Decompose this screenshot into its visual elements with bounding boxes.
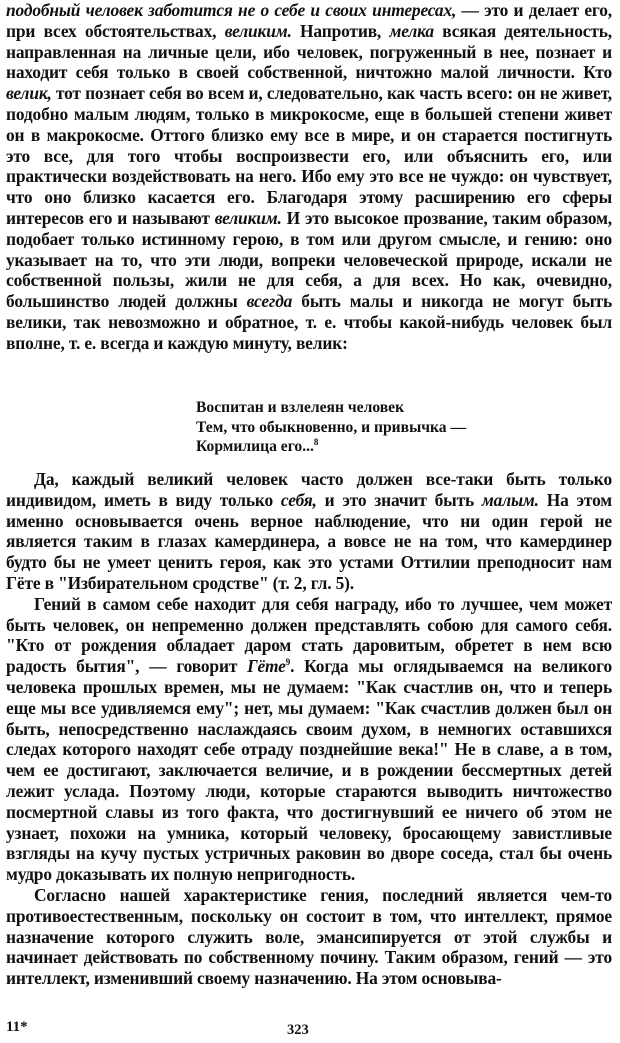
text-run: Да, каждый великий человек часто должен все-таки быть только индивидом, иметь в виду только bbox=[6, 469, 612, 510]
text-block-bottom bbox=[6, 469, 612, 989]
italic-text: великим. bbox=[214, 207, 282, 228]
italic-text: подобный человек заботится не о себе и своих интересах, bbox=[6, 0, 457, 20]
paragraph bbox=[6, 594, 612, 885]
page-number: 323 bbox=[287, 1022, 309, 1038]
paragraph bbox=[6, 469, 612, 594]
italic-text: всегда bbox=[246, 291, 293, 312]
text-run: быть малы и никогда не могут быть велики, так невозможно и обратное, т. е. чтобы какой-нибудь человек был вполне, т. е. всегда и каждую минуту, велик: bbox=[6, 291, 612, 353]
text-run: и это значит быть bbox=[316, 489, 482, 510]
footnote-mark: 8 bbox=[313, 436, 319, 447]
italic-text: малым. bbox=[481, 489, 539, 510]
text-run: — это и делает его, при всех обстоятельствах, bbox=[6, 0, 612, 41]
text-run: На этом именно основывается очень верное наблюдение, что ни один герой не является таким в глазах камердинера, а вовсе не на том, что камердинер будто бы не умеет ценить героя, как это устами Оттилии преподносит нам Гёте в "Избирательном сродстве" (т. 2, гл. 5). bbox=[6, 489, 612, 593]
text-block-top bbox=[6, 0, 612, 354]
paragraph bbox=[6, 885, 612, 989]
text-run: тот познает себя во всем и, следовательно, как часть всего: он не живет, подобно малым людям, только в микрокосме, еще в большей степени живет он в макрокосме. Оттого близко ему все в мире, и он старается постигнуть это все, для того чтобы воспроизвести его, или объяснить его, или практически воздействовать на него. Ибо ему это все не чуждо: он чувствует, что оно близко касается его. Благодаря этому расширению его сферы интересов его и называют bbox=[6, 83, 612, 228]
italic-text: великим. bbox=[224, 20, 292, 41]
italic-text: велик, bbox=[6, 83, 52, 104]
poem-line: Воспитан и взлелеян человек bbox=[196, 399, 405, 416]
signature-mark: 11* bbox=[6, 1019, 28, 1035]
text-run: всякая деятельность, направленная на личные цели, ибо человек, погруженный в нее, познает и находит себя только в своей собственной, ничтожно малой личности. Кто bbox=[6, 20, 612, 83]
footnote-mark: 9 bbox=[285, 657, 291, 668]
text-run: Гений в самом себе находит для себя награду, ибо то лучшее, чем может быть человек, он непременно должен представлять собою для самого себя. "Кто от рождения обладает даром стать даровитым, обретет в нем всю радость бытия", — говорит bbox=[6, 593, 612, 677]
italic-text: себя, bbox=[280, 489, 317, 510]
paragraph bbox=[6, 0, 612, 354]
text-run: И это высокое прозвание, таким образом, подобает только истинному герою, в том или другом смысле, и гению: оно указывает на то, что эти люди, вопреки человеческой природе, искали не собственной пользы, жили не для себя, а для всех. Но как, очевидно, большинство людей должны bbox=[6, 207, 612, 312]
italic-text: мелка bbox=[389, 20, 434, 41]
text-run: Напротив, bbox=[291, 20, 390, 41]
poem-line: Тем, что обыкновенно, и привычка — bbox=[196, 418, 467, 436]
poem-quote bbox=[196, 398, 466, 457]
italic-text: Гёте bbox=[247, 656, 286, 677]
text-run: . Когда мы оглядываемся на великого человека прошлых времен, мы не думаем: "Как счастлив он, что и теперь еще мы все удивляемся ему"; нет, мы думаем: "Как счастлив должен был он быть, непосредственно наслаждаясь своим духом, в немногих оставшихся следах которого находят себе отраду позднейшие века!" Не в славе, а в том, чем ее достигают, заключается величие, и в рождении бессмертных детей лежит услада. Поэтому люди, которые стараются выводить ничтожество посмертной славы из того факта, что достигнувший ее ничего об этом не узнает, похожи на умника, который человеку, бросающему завистливые взгляды на кучу пустых устричных раковин во дворе соседа, стал бы очень мудро доказывать их полную непригодность. bbox=[6, 656, 613, 885]
poem-line-text: Кормилица его... bbox=[196, 438, 314, 455]
text-run: Согласно нашей характеристике гения, последний является чем-то противоестественным, поскольку он состоит в том, что интеллект, прямое назначение которого служить воле, эмансипируется от этой службы и начинает действовать по собственному почину. Таким образом, гений — это интеллект, изменивший своему назначению. На этом основыва- bbox=[6, 884, 612, 989]
poem-line bbox=[196, 437, 466, 457]
